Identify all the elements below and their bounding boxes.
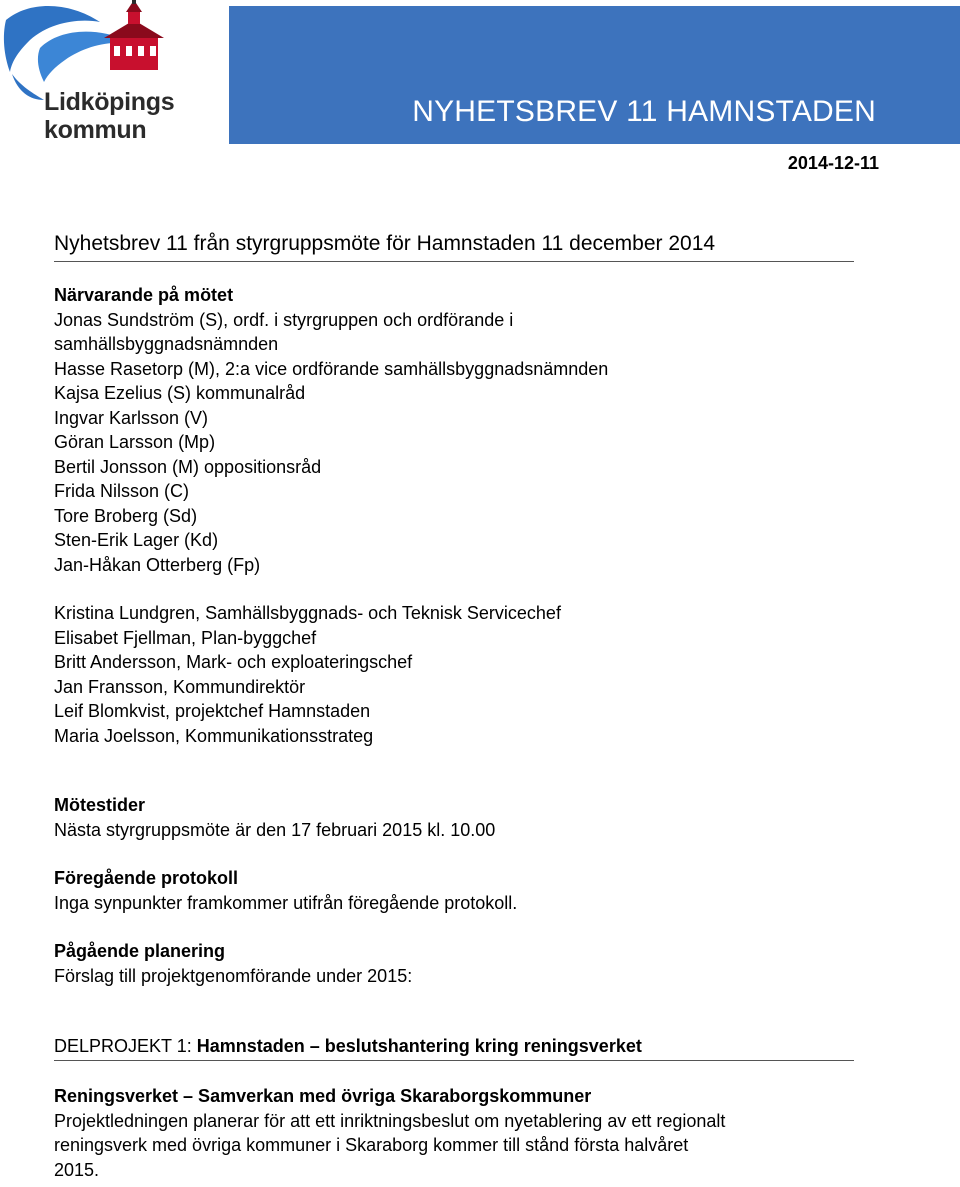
list-item: Hasse Rasetorp (M), 2:a vice ordförande samhällsbyggnadsnämnden: [54, 358, 609, 379]
list-item: Tore Broberg (Sd): [54, 505, 198, 526]
municipality-logo: [0, 0, 200, 150]
meetings-heading: Mötestider: [54, 795, 146, 815]
politicians-list: [54, 308, 854, 578]
logo-text: Lidköpings kommun: [44, 88, 175, 144]
delprojekt-title: Hamnstaden – beslutshantering kring reningsverket: [196, 1036, 642, 1056]
page-title: NYHETSBREV 11 HAMNSTADEN: [412, 95, 876, 128]
list-item: Jan-Håkan Otterberg (Fp): [54, 554, 261, 575]
reningsverket-text: Projektledningen planerar för att ett inriktningsbeslut om nyetablering av ett regionalt reningsverk med övriga kommuner i Skaraborg kommer till stånd första halvåret 2015.: [54, 1110, 726, 1180]
list-item: Jonas Sundström (S), ordf. i styrgruppen och ordförande i: [54, 309, 514, 330]
list-item: Sten-Erik Lager (Kd): [54, 530, 219, 550]
previous-protocol-text: Inga synpunkter framkommer utifrån föregående protokoll.: [54, 892, 518, 913]
reningsverket-heading: Reningsverket – Samverkan med övriga Skaraborgskommuner: [54, 1086, 592, 1106]
planning-heading: Pågående planering: [54, 941, 226, 961]
officials-list: [54, 601, 854, 748]
newsletter-subtitle: Nyhetsbrev 11 från styrgruppsmöte för Hamnstaden 11 december 2014: [54, 229, 854, 262]
list-item: Leif Blomkvist, projektchef Hamnstaden: [54, 701, 371, 721]
delprojekt-heading: [54, 1033, 854, 1061]
previous-protocol-heading: Föregående protokoll: [54, 868, 239, 888]
list-item: Britt Andersson, Mark- och exploateringschef: [54, 652, 413, 672]
header-banner: [229, 6, 960, 144]
list-item: samhällsbyggnadsnämnden: [54, 334, 279, 354]
list-item: Frida Nilsson (C): [54, 481, 190, 501]
attendees-heading: Närvarande på mötet: [54, 285, 234, 305]
list-item: Kajsa Ezelius (S) kommunalråd: [54, 383, 306, 403]
newsletter-date: 2014-12-11: [787, 153, 879, 173]
list-item: Maria Joelsson, Kommunikationsstrateg: [54, 725, 374, 746]
list-item: Kristina Lundgren, Samhällsbyggnads- och Teknisk Servicechef: [54, 603, 561, 623]
list-item: Elisabet Fjellman, Plan-byggchef: [54, 627, 317, 648]
list-item: Ingvar Karlsson (V): [54, 407, 209, 428]
list-item: Göran Larsson (Mp): [54, 432, 216, 452]
meetings-text: Nästa styrgruppsmöte är den 17 februari 2015 kl. 10.00: [54, 819, 496, 840]
planning-text: Förslag till projektgenomförande under 2015:: [54, 965, 413, 986]
newsletter-body: [54, 229, 854, 1182]
list-item: Jan Fransson, Kommundirektör: [54, 676, 306, 697]
list-item: Bertil Jonsson (M) oppositionsråd: [54, 456, 322, 477]
delprojekt-prefix: DELPROJEKT 1:: [54, 1036, 197, 1056]
